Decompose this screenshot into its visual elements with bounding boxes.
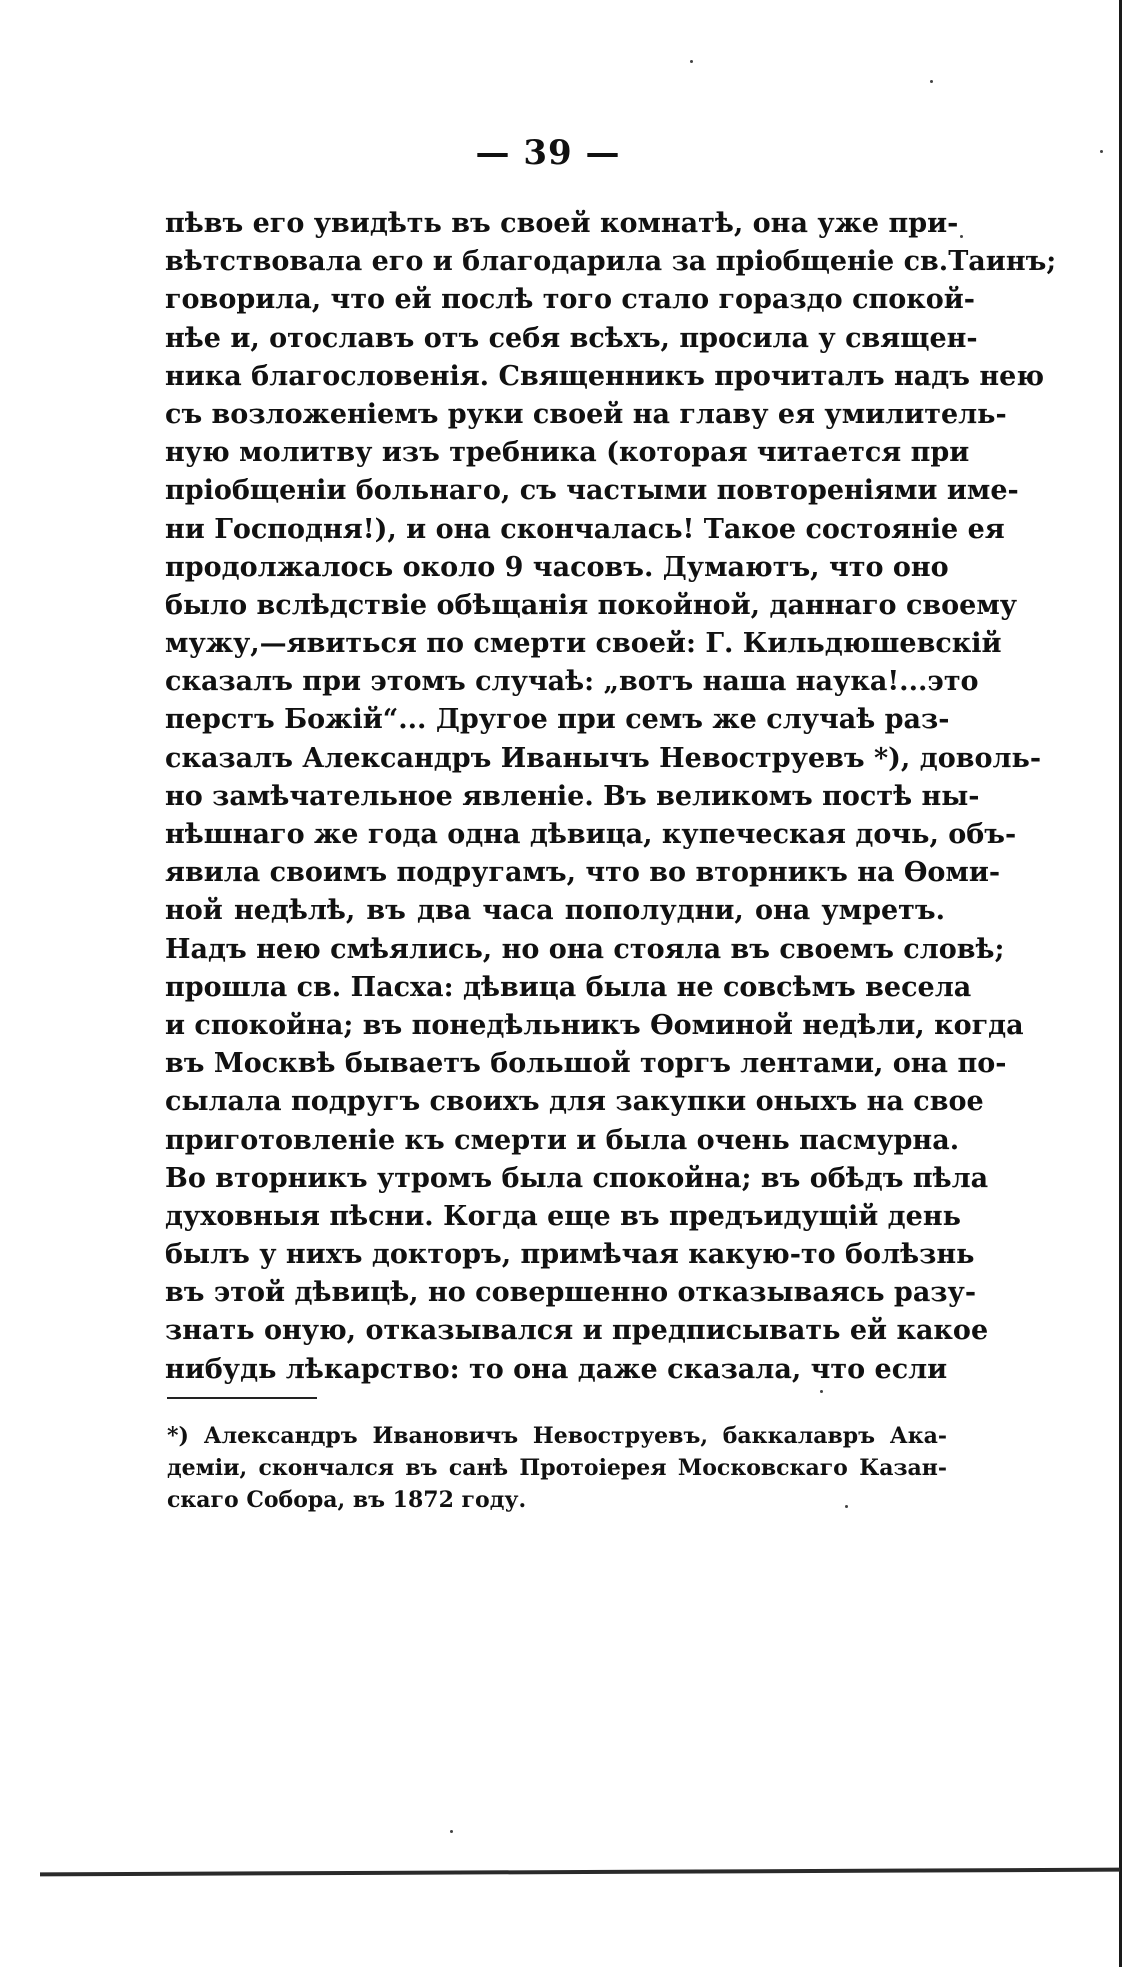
print-speck bbox=[1100, 150, 1103, 153]
text-line: сылала подругъ своихъ для закупки оныхъ на свое bbox=[165, 1086, 984, 1118]
text-line: ной недѣлѣ, въ два часа пополудни, она умретъ. bbox=[165, 895, 945, 927]
text-line: сказалъ при этомъ случаѣ: „вотъ наша наука!...это bbox=[165, 666, 979, 698]
text-line: ника благословенія. Священникъ прочиталъ надъ нею bbox=[165, 360, 1045, 392]
footnote bbox=[167, 1420, 947, 1516]
print-speck bbox=[960, 235, 963, 238]
text-line: въ этой дѣвицѣ, но совершенно отказываясь разу- bbox=[165, 1277, 977, 1309]
text-line: нѣшнаго же года одна дѣвица, купеческая дочь, объ- bbox=[165, 819, 1017, 850]
text-line: приготовленіе къ смерти и была очень пасмурна. bbox=[165, 1124, 960, 1156]
print-speck bbox=[930, 80, 933, 83]
text-line: Во вторникъ утромъ была спокойна; въ обѣдъ пѣла bbox=[165, 1162, 989, 1194]
page-bottom-edge bbox=[40, 1868, 1120, 1877]
footnote-divider bbox=[167, 1397, 317, 1399]
text-line: знать оную, отказывался и предписывать ей какое bbox=[165, 1315, 989, 1347]
text-line: перстъ Божій“... Другое при семъ же случаѣ раз- bbox=[165, 704, 950, 736]
body-text bbox=[165, 205, 1057, 1389]
text-line: явила своимъ подругамъ, что во вторникъ на Ѳоми- bbox=[165, 857, 1001, 889]
text-line: и спокойна; въ понедѣльникъ Ѳоминой недѣли, когда bbox=[165, 1009, 1024, 1041]
print-speck bbox=[845, 1505, 848, 1508]
page-number: — 39 — bbox=[475, 133, 621, 173]
text-line: было вслѣдствіе обѣщанія покойной, даннаго своему bbox=[165, 589, 1018, 621]
footnote-line: *) Александръ Ивановичъ Невоструевъ, баккалавръ Ака- bbox=[167, 1423, 947, 1449]
text-line: съ возложеніемъ руки своей на главу ея умилитель- bbox=[165, 398, 1007, 430]
text-line: мужу,—явиться по смерти своей: Г. Кильдюшевскій bbox=[165, 628, 1002, 660]
text-line: продолжалось около 9 часовъ. Думаютъ, что оно bbox=[165, 551, 949, 583]
page-edge-line bbox=[1119, 0, 1122, 1967]
text-line: ни Господня!), и она скончалась! Такое состояніе ея bbox=[165, 513, 1005, 545]
text-line: пѣвъ его увидѣть въ своей комнатѣ, она уже при- bbox=[165, 208, 959, 239]
print-speck bbox=[690, 60, 693, 63]
text-line: сказалъ Александръ Иванычъ Невоструевъ *), доволь- bbox=[165, 742, 1042, 774]
text-line: вѣтствовала его и благодарила за пріобщеніе св.Таинъ; bbox=[165, 246, 1057, 278]
text-line: духовныя пѣсни. Когда еще въ предъидущій день bbox=[165, 1200, 961, 1232]
print-speck bbox=[450, 1830, 453, 1833]
print-speck bbox=[820, 1390, 823, 1393]
footnote-line: деміи, скончался въ санѣ Протоіерея Московскаго Казан- bbox=[167, 1455, 947, 1481]
text-line: въ Москвѣ бываетъ большой торгъ лентами, она по- bbox=[165, 1048, 1007, 1080]
text-line: пріобщеніи больнаго, съ частыми повтореніями име- bbox=[165, 475, 1019, 507]
text-line: нибудь лѣкарство: то она даже сказала, что если bbox=[165, 1353, 948, 1385]
text-line: былъ у нихъ докторъ, примѣчая какую-то болѣзнь bbox=[165, 1239, 975, 1271]
footnote-line: скаго Собора, въ 1872 году. bbox=[167, 1487, 527, 1513]
text-line: ную молитву изъ требника (которая читается при bbox=[165, 437, 970, 469]
text-line: прошла св. Пасха: дѣвица была не совсѣмъ весела bbox=[165, 971, 972, 1003]
text-line: Надъ нею смѣялись, но она стояла въ своемъ словѣ; bbox=[165, 933, 1005, 965]
text-line: нѣе и, отославъ отъ себя всѣхъ, просила у священ- bbox=[165, 322, 978, 354]
text-line: говорила, что ей послѣ того стало гораздо спокой- bbox=[165, 284, 976, 316]
text-line: но замѣчательное явленіе. Въ великомъ постѣ ны- bbox=[165, 780, 980, 812]
